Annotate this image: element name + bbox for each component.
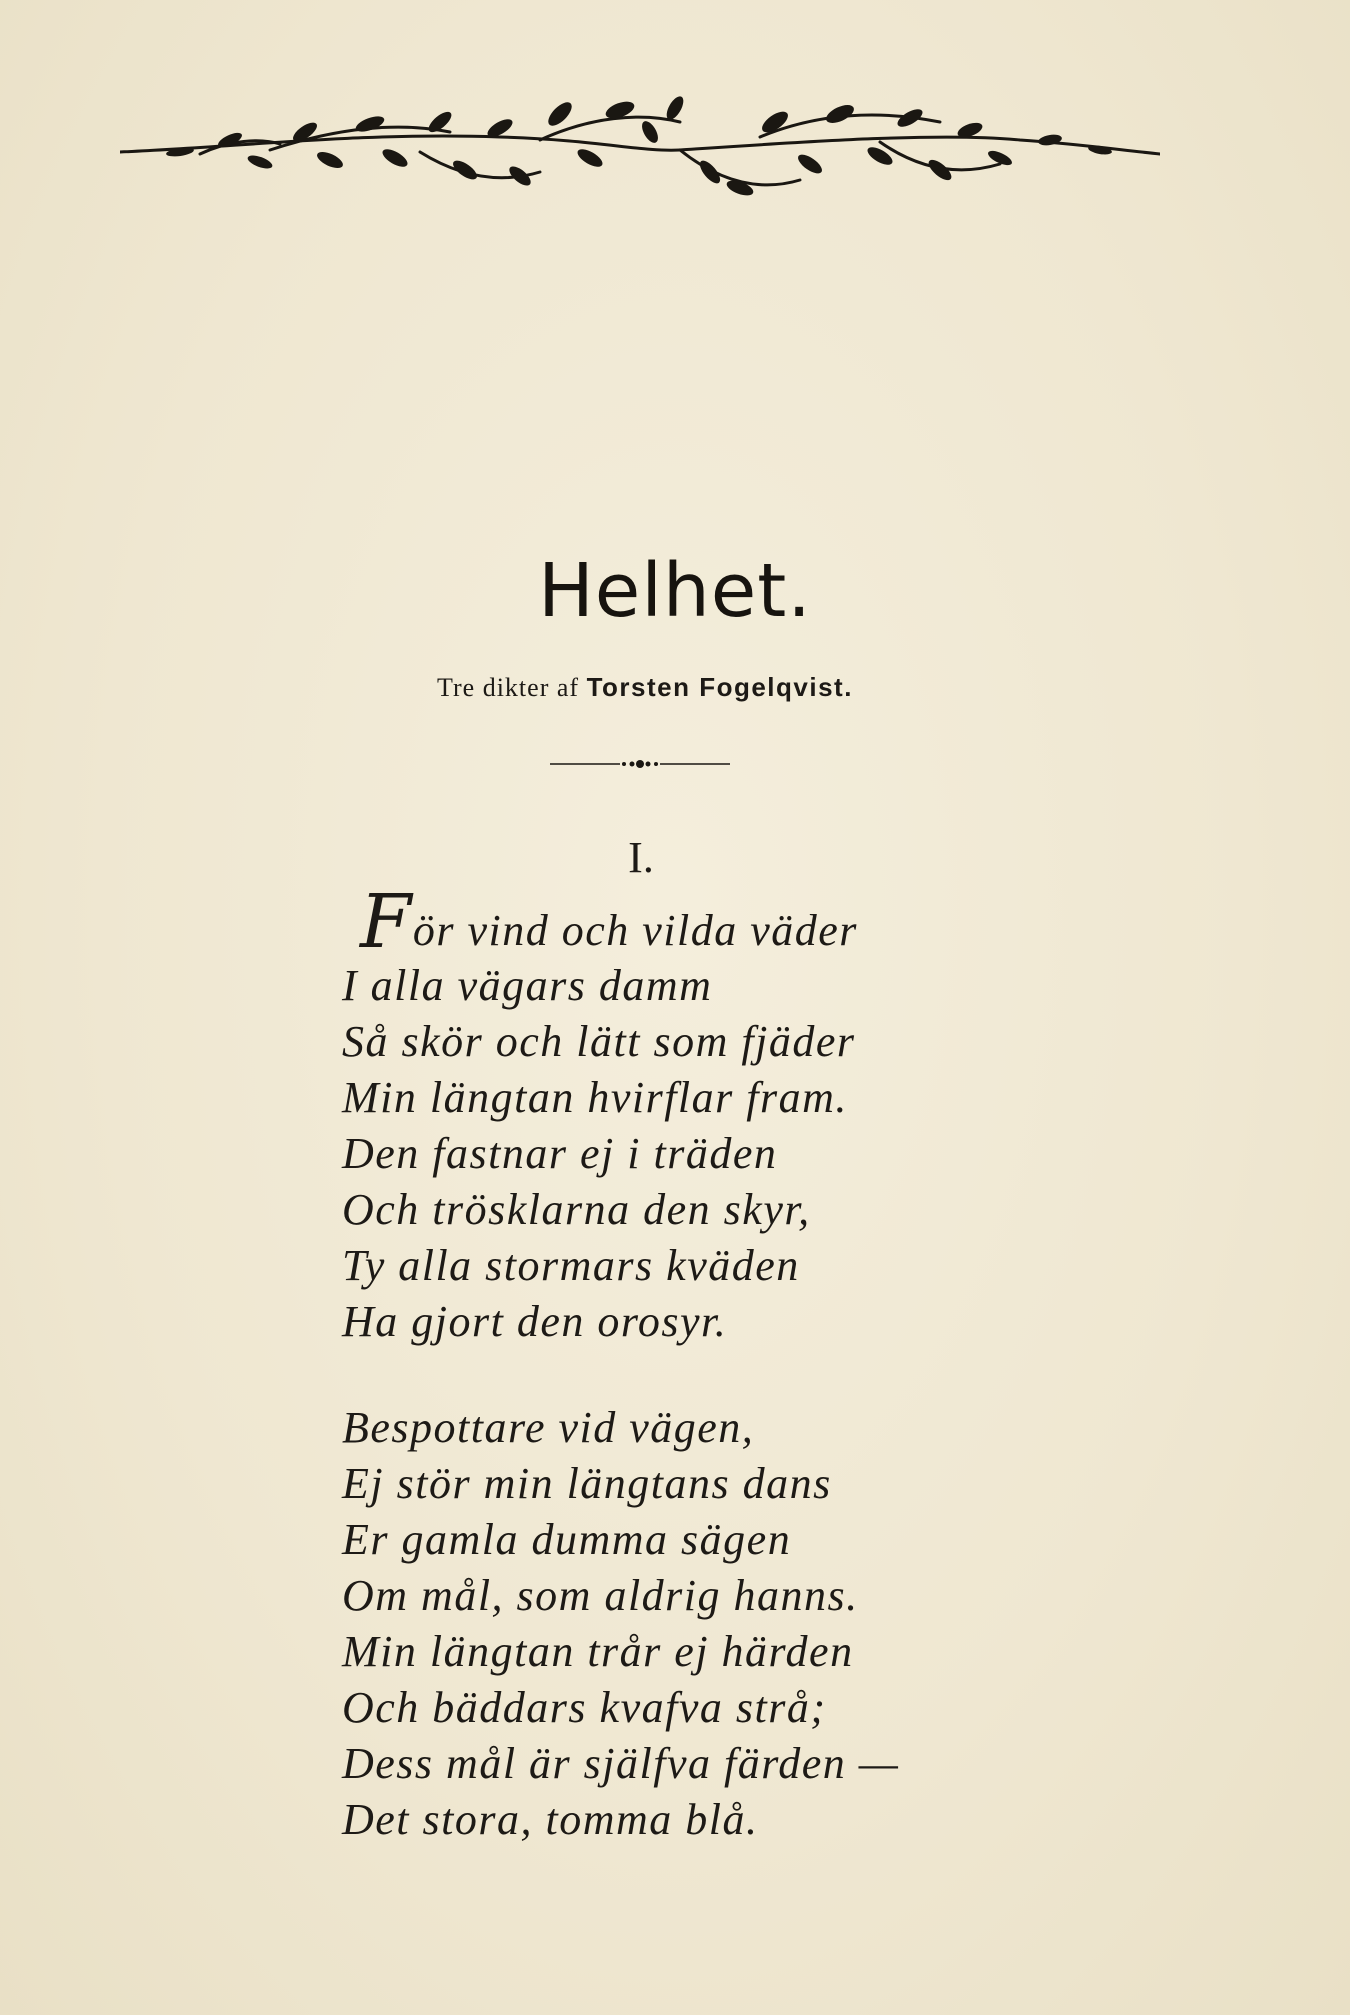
poem-title: Helhet. [538,548,812,634]
stanza-1 [342,879,899,1350]
poem-line [342,879,899,965]
poem-line: I alla vägars damm [342,961,713,1010]
poem-line: Min längtan hvirflar fram. [342,1073,848,1122]
poem-line: Den fastnar ej i träden [342,1129,778,1178]
poem-body [342,879,900,1848]
poem-line: Ha gjort den orosyr. [342,1297,728,1346]
poem-line: Ty alla stormars kväden [342,1241,800,1290]
rule-divider-icon [550,756,730,772]
poem-line: Det stora, tomma blå. [342,1795,759,1844]
laurel-branch-ornament-icon [120,92,1160,212]
poem-line: Dess mål är själfva färden — [342,1739,900,1788]
poem-line: Min längtan trår ej härden [342,1627,854,1676]
poem-line: Och trösklarna den skyr, [342,1185,811,1234]
author-name: Torsten Fogelqvist. [586,672,853,702]
drop-cap: F [360,879,413,965]
poem-line: Bespottare vid vägen, [342,1403,755,1452]
stanza-2 [342,1400,899,1848]
poem-line: Så skör och lätt som fjäder [342,1017,856,1066]
section-number: I. [628,833,654,882]
poem-line: Om mål, som aldrig hanns. [342,1571,859,1620]
poem-line-text: ör vind och vilda väder [412,906,858,955]
subtitle-prefix: Tre dikter af [437,673,580,702]
poem-line: Och bäddars kvafva strå; [342,1683,827,1732]
subtitle [0,672,1290,703]
poem-line: Ej stör min längtans dans [342,1459,832,1508]
poem-line: Er gamla dumma sägen [342,1515,792,1564]
